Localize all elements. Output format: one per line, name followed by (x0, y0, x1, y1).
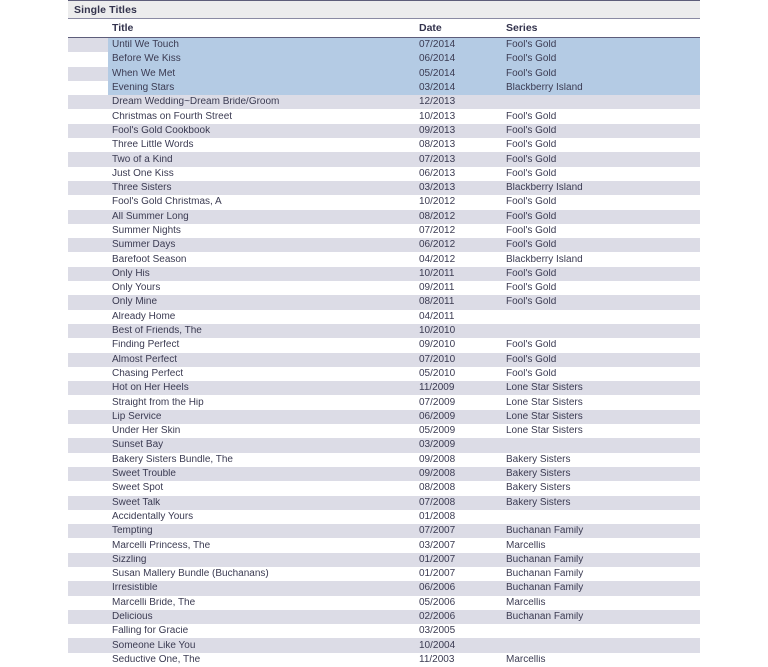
cell-series: Blackberry Island (506, 254, 583, 265)
cell-title: Summer Nights (112, 226, 181, 236)
table-row[interactable] (68, 496, 700, 510)
table-row[interactable] (68, 638, 700, 652)
cell-title: Marcelli Princess, The (112, 540, 211, 551)
cell-series: Buchanan Family (506, 569, 584, 580)
row-body (108, 367, 700, 381)
table-row[interactable] (68, 410, 700, 424)
table-row[interactable] (68, 524, 700, 538)
row-gutter (68, 567, 108, 581)
table-row[interactable] (68, 181, 700, 195)
row-gutter (68, 353, 108, 367)
cell-title: Evening Stars (112, 83, 175, 94)
cell-date: 10/2004 (419, 640, 456, 651)
cell-title: Until We Touch (112, 40, 179, 51)
cell-series: Marcellis (506, 540, 546, 551)
row-gutter (68, 553, 108, 567)
table-row[interactable] (68, 267, 700, 281)
table-row[interactable] (68, 324, 700, 338)
cell-series: Lone Star Sisters (506, 426, 583, 437)
table-row[interactable] (68, 453, 700, 467)
cell-date: 06/2012 (419, 240, 456, 251)
table-row[interactable] (68, 338, 700, 352)
row-body (108, 224, 700, 238)
table-row[interactable] (68, 481, 700, 495)
cell-title: Bakery Sisters Bundle, The (112, 454, 233, 465)
row-body (108, 267, 700, 281)
cell-date: 09/2008 (419, 469, 456, 480)
row-gutter (68, 281, 108, 295)
cell-date: 07/2007 (419, 526, 456, 537)
cell-title: Hot on Her Heels (112, 383, 189, 394)
cell-title: Tempting (112, 526, 153, 537)
table-row[interactable] (68, 210, 700, 224)
row-gutter (68, 610, 108, 624)
row-body (108, 596, 700, 610)
table-row[interactable] (68, 281, 700, 295)
row-body (108, 567, 700, 581)
table-row[interactable] (68, 510, 700, 524)
cell-date: 09/2011 (419, 283, 455, 294)
row-body (108, 95, 700, 109)
table-row[interactable] (68, 195, 700, 209)
row-body (108, 481, 700, 495)
row-gutter (68, 638, 108, 652)
row-gutter (68, 224, 108, 238)
cell-date: 06/2006 (419, 583, 456, 594)
table-row[interactable] (68, 424, 700, 438)
cell-title: When We Met (112, 68, 176, 79)
table-row[interactable] (68, 124, 700, 138)
row-gutter (68, 181, 108, 195)
cell-date: 08/2011 (419, 297, 455, 308)
cell-date: 10/2013 (419, 111, 456, 122)
row-gutter (68, 310, 108, 324)
table-row[interactable] (68, 138, 700, 152)
table-row[interactable] (68, 67, 700, 81)
cell-title: Fool's Gold Christmas, A (112, 197, 222, 208)
cell-series: Fool's Gold (506, 211, 557, 222)
cell-title: Fool's Gold Cookbook (112, 125, 211, 136)
cell-date: 01/2008 (419, 511, 456, 522)
row-body (108, 467, 700, 481)
row-gutter (68, 210, 108, 224)
cell-series: Fool's Gold (506, 368, 557, 379)
cell-date: 03/2007 (419, 540, 456, 551)
row-body (108, 238, 700, 252)
row-body (108, 510, 700, 524)
row-gutter (68, 424, 108, 438)
row-body (108, 338, 700, 352)
cell-title: Sunset Bay (112, 440, 164, 451)
cell-title: Straight from the Hip (112, 397, 204, 408)
table-row[interactable] (68, 152, 700, 166)
row-gutter (68, 38, 108, 52)
cell-series: Blackberry Island (506, 83, 583, 94)
row-body (108, 252, 700, 266)
cell-date: 06/2013 (419, 168, 456, 179)
row-gutter (68, 496, 108, 510)
cell-series: Fool's Gold (506, 40, 557, 51)
row-body (108, 67, 700, 81)
table-row[interactable] (68, 367, 700, 381)
cell-title: Best of Friends, The (112, 326, 202, 337)
table-row[interactable] (68, 238, 700, 252)
cell-date: 03/2009 (419, 440, 456, 451)
row-gutter (68, 381, 108, 395)
row-gutter (68, 538, 108, 552)
row-gutter (68, 624, 108, 638)
row-body (108, 281, 700, 295)
cell-date: 10/2010 (419, 326, 456, 337)
cell-date: 07/2008 (419, 497, 456, 508)
row-gutter (68, 267, 108, 281)
table-row[interactable] (68, 553, 700, 567)
section-title-label: Single Titles (74, 3, 137, 16)
row-gutter (68, 67, 108, 81)
cell-series: Bakery Sisters (506, 497, 571, 508)
cell-title: Sizzling (112, 554, 147, 565)
table-row[interactable] (68, 81, 700, 95)
row-body (108, 524, 700, 538)
row-body (108, 109, 700, 123)
row-gutter (68, 109, 108, 123)
row-gutter (68, 453, 108, 467)
row-gutter (68, 295, 108, 309)
table-row[interactable] (68, 581, 700, 595)
row-body (108, 410, 700, 424)
row-body (108, 496, 700, 510)
cell-date: 05/2009 (419, 426, 456, 437)
row-body (108, 210, 700, 224)
cell-date: 07/2014 (419, 40, 456, 51)
row-body (108, 195, 700, 209)
table-row[interactable] (68, 95, 700, 109)
row-gutter (68, 410, 108, 424)
cell-series: Buchanan Family (506, 612, 584, 623)
cell-title: Just One Kiss (112, 168, 174, 179)
cell-date: 03/2014 (419, 83, 456, 94)
cell-title: Sweet Trouble (112, 469, 176, 480)
cell-date: 04/2012 (419, 254, 456, 265)
cell-title: Finding Perfect (112, 340, 180, 351)
cell-series: Marcellis (506, 597, 546, 608)
row-gutter (68, 195, 108, 209)
cell-date: 07/2010 (419, 354, 456, 365)
cell-date: 01/2007 (419, 569, 456, 580)
row-gutter (68, 238, 108, 252)
cell-title: Seductive One, The (112, 654, 201, 665)
cell-series: Blackberry Island (506, 183, 583, 194)
cell-date: 01/2007 (419, 554, 456, 565)
table-row[interactable] (68, 295, 700, 309)
row-body (108, 124, 700, 138)
cell-series: Fool's Gold (506, 140, 557, 151)
cell-series: Fool's Gold (506, 54, 557, 65)
row-gutter (68, 481, 108, 495)
cell-date: 09/2008 (419, 454, 456, 465)
table-row[interactable] (68, 395, 700, 409)
row-body (108, 38, 700, 52)
cell-series: Lone Star Sisters (506, 383, 583, 394)
cell-series: Fool's Gold (506, 226, 557, 236)
cell-date: 07/2009 (419, 397, 456, 408)
cell-series: Fool's Gold (506, 68, 557, 79)
row-body (108, 538, 700, 552)
row-gutter (68, 467, 108, 481)
cell-series: Lone Star Sisters (506, 411, 583, 422)
table-row[interactable] (68, 224, 700, 238)
column-header-series[interactable]: Series (506, 22, 538, 34)
cell-title: Christmas on Fourth Street (112, 111, 233, 122)
table-row[interactable] (68, 538, 700, 552)
cell-series: Buchanan Family (506, 583, 584, 594)
cell-title: Chasing Perfect (112, 368, 184, 379)
cell-date: 10/2012 (419, 197, 456, 208)
cell-title: Marcelli Bride, The (112, 597, 196, 608)
cell-date: 02/2006 (419, 612, 456, 623)
row-body (108, 424, 700, 438)
cell-date: 06/2014 (419, 54, 456, 65)
single-titles-table (68, 0, 700, 667)
cell-series: Bakery Sisters (506, 454, 571, 465)
cell-date: 08/2013 (419, 140, 456, 151)
cell-date: 12/2013 (419, 97, 456, 108)
cell-title: Two of a Kind (112, 154, 173, 165)
cell-date: 07/2013 (419, 154, 456, 165)
table-row[interactable] (68, 252, 700, 266)
cell-series: Fool's Gold (506, 354, 557, 365)
cell-series: Bakery Sisters (506, 469, 571, 480)
cell-title: Three Little Words (112, 140, 194, 151)
cell-title: Already Home (112, 311, 176, 322)
table-row[interactable] (68, 467, 700, 481)
row-body (108, 310, 700, 324)
table-row[interactable] (68, 438, 700, 452)
cell-series: Fool's Gold (506, 268, 557, 279)
row-gutter (68, 338, 108, 352)
cell-title: Under Her Skin (112, 426, 181, 437)
cell-date: 05/2014 (419, 68, 456, 79)
column-header-row (68, 19, 700, 37)
cell-title: Susan Mallery Bundle (Buchanans) (112, 569, 269, 580)
cell-title: Falling for Gracie (112, 626, 189, 637)
column-header-date[interactable]: Date (419, 22, 442, 34)
cell-series: Fool's Gold (506, 297, 557, 308)
cell-title: Dream Wedding~Dream Bride/Groom (112, 97, 280, 108)
section-header-single-titles (68, 1, 700, 18)
row-body (108, 138, 700, 152)
table-row[interactable] (68, 624, 700, 638)
cell-title: Three Sisters (112, 183, 172, 194)
cell-date: 11/2003 (419, 654, 455, 665)
cell-series: Fool's Gold (506, 240, 557, 251)
table-body (68, 38, 700, 667)
row-gutter (68, 438, 108, 452)
row-gutter (68, 395, 108, 409)
row-body (108, 624, 700, 638)
cell-series: Fool's Gold (506, 283, 557, 294)
row-body (108, 295, 700, 309)
table-row[interactable] (68, 38, 700, 52)
row-gutter (68, 581, 108, 595)
cell-series: Fool's Gold (506, 168, 557, 179)
cell-title: Accidentally Yours (112, 511, 194, 522)
row-body (108, 324, 700, 338)
cell-series: Lone Star Sisters (506, 397, 583, 408)
table-row[interactable] (68, 310, 700, 324)
table-row[interactable] (68, 353, 700, 367)
row-gutter (68, 138, 108, 152)
cell-title: Sweet Spot (112, 483, 164, 494)
row-gutter (68, 81, 108, 95)
cell-series: Fool's Gold (506, 125, 557, 136)
row-gutter (68, 152, 108, 166)
row-gutter (68, 252, 108, 266)
column-header-title[interactable]: Title (112, 22, 134, 34)
cell-series: Buchanan Family (506, 554, 584, 565)
row-body (108, 52, 700, 66)
cell-title: Only Yours (112, 283, 161, 294)
cell-date: 07/2012 (419, 226, 456, 236)
cell-title: Summer Days (112, 240, 176, 251)
row-gutter (68, 95, 108, 109)
row-body (108, 353, 700, 367)
row-gutter (68, 324, 108, 338)
table-row[interactable] (68, 567, 700, 581)
cell-date: 10/2011 (419, 268, 455, 279)
cell-title: Someone Like You (112, 640, 196, 651)
cell-date: 05/2010 (419, 368, 456, 379)
cell-date: 08/2012 (419, 211, 456, 222)
row-body (108, 581, 700, 595)
cell-date: 09/2010 (419, 340, 456, 351)
cell-series: Fool's Gold (506, 154, 557, 165)
cell-date: 11/2009 (419, 383, 455, 394)
row-body (108, 395, 700, 409)
cell-series: Fool's Gold (506, 340, 557, 351)
cell-series: Bakery Sisters (506, 483, 571, 494)
cell-title: Sweet Talk (112, 497, 161, 508)
row-body (108, 167, 700, 181)
cell-title: Irresistible (112, 583, 158, 594)
row-body (108, 553, 700, 567)
cell-date: 04/2011 (419, 311, 455, 322)
row-gutter (68, 367, 108, 381)
table-row[interactable] (68, 596, 700, 610)
row-gutter (68, 167, 108, 181)
row-gutter (68, 52, 108, 66)
cell-title: Lip Service (112, 411, 162, 422)
row-gutter (68, 524, 108, 538)
cell-title: Only His (112, 268, 150, 279)
cell-title: All Summer Long (112, 211, 189, 222)
cell-date: 09/2013 (419, 125, 456, 136)
cell-series: Fool's Gold (506, 197, 557, 208)
cell-date: 05/2006 (419, 597, 456, 608)
row-gutter (68, 124, 108, 138)
cell-title: Delicious (112, 612, 153, 623)
row-body (108, 152, 700, 166)
cell-series: Buchanan Family (506, 526, 584, 537)
row-body (108, 181, 700, 195)
cell-series: Marcellis (506, 654, 546, 665)
cell-date: 08/2008 (419, 483, 456, 494)
row-body (108, 610, 700, 624)
row-body (108, 453, 700, 467)
table-row[interactable] (68, 610, 700, 624)
cell-title: Before We Kiss (112, 54, 181, 65)
cell-date: 03/2005 (419, 626, 456, 637)
row-body (108, 81, 700, 95)
cell-title: Only Mine (112, 297, 158, 308)
cell-date: 03/2013 (419, 183, 456, 194)
cell-title: Almost Perfect (112, 354, 178, 365)
cell-title: Barefoot Season (112, 254, 187, 265)
table-row[interactable] (68, 52, 700, 66)
cell-series: Fool's Gold (506, 111, 557, 122)
cell-date: 06/2009 (419, 411, 456, 422)
row-body (108, 438, 700, 452)
table-row[interactable] (68, 109, 700, 123)
table-row[interactable] (68, 381, 700, 395)
row-body (108, 381, 700, 395)
table-row[interactable] (68, 167, 700, 181)
row-body (108, 638, 700, 652)
row-gutter (68, 596, 108, 610)
row-gutter (68, 510, 108, 524)
